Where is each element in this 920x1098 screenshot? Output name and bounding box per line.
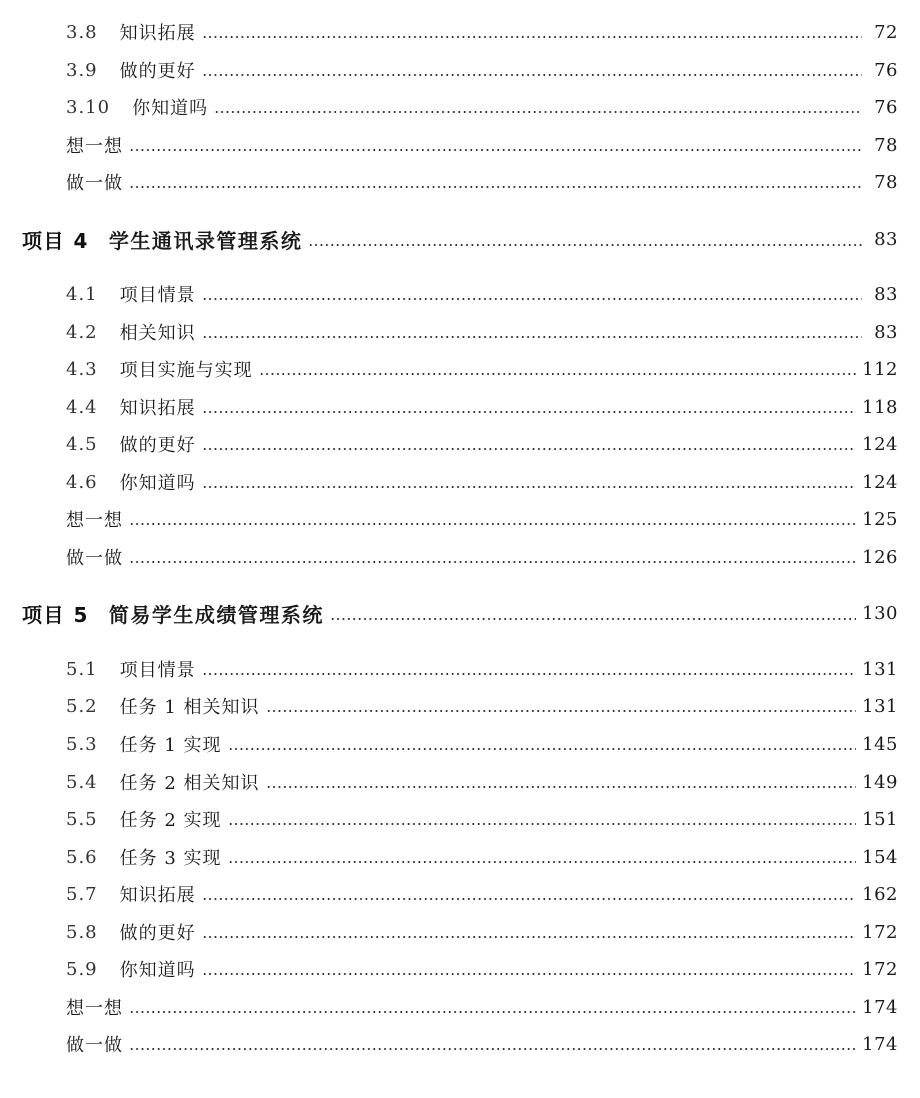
section-title: 你知道吗 bbox=[119, 473, 196, 494]
section-number: 5.2 bbox=[66, 695, 98, 717]
page-number: 172 bbox=[862, 921, 898, 943]
page-number: 118 bbox=[862, 396, 898, 418]
section-number: 5.8 bbox=[66, 921, 98, 943]
section-title: 项目实施与实现 bbox=[119, 360, 253, 381]
section-number: 4.6 bbox=[66, 471, 98, 493]
toc-entry-4-2[interactable] bbox=[66, 317, 898, 347]
dot-leader bbox=[129, 1011, 856, 1013]
section-number: 5.5 bbox=[66, 808, 98, 830]
toc-entry-5-1[interactable] bbox=[66, 654, 898, 684]
dot-leader bbox=[202, 36, 862, 38]
dot-leader bbox=[202, 448, 857, 450]
dot-leader bbox=[129, 186, 862, 188]
toc-entry-4-do[interactable] bbox=[66, 542, 898, 572]
toc-chapter-project-4[interactable] bbox=[22, 224, 898, 254]
page-number: 83 bbox=[874, 228, 898, 250]
dot-leader bbox=[202, 898, 857, 900]
page-number: 83 bbox=[874, 321, 898, 343]
toc-entry-4-6[interactable] bbox=[66, 467, 898, 497]
dot-leader bbox=[330, 618, 856, 620]
toc-chapter-project-5[interactable] bbox=[22, 598, 898, 628]
toc-entry-3-think[interactable] bbox=[66, 130, 898, 160]
dot-leader bbox=[228, 861, 857, 863]
dot-leader bbox=[129, 149, 862, 151]
dot-leader bbox=[259, 373, 857, 375]
dot-leader bbox=[202, 298, 862, 300]
section-title: 知识拓展 bbox=[119, 398, 196, 419]
dot-leader bbox=[308, 244, 862, 246]
page-number: 174 bbox=[862, 1033, 898, 1055]
section-number: 5.6 bbox=[66, 846, 98, 868]
chapter-title: 学生通讯录管理系统 bbox=[108, 228, 303, 253]
section-number: 5.7 bbox=[66, 883, 98, 905]
dot-leader bbox=[129, 561, 856, 563]
toc-entry-5-5[interactable] bbox=[66, 804, 898, 834]
toc-entry-5-2[interactable] bbox=[66, 691, 898, 721]
dot-leader bbox=[202, 973, 857, 975]
chapter-number: 项目 5 bbox=[22, 602, 89, 627]
section-title: 知识拓展 bbox=[119, 885, 196, 906]
section-title: 任务 2 相关知识 bbox=[119, 773, 260, 794]
toc-entry-5-7[interactable] bbox=[66, 879, 898, 909]
section-title: 想一想 bbox=[66, 136, 123, 157]
chapter-title: 简易学生成绩管理系统 bbox=[108, 602, 324, 627]
page-number: 131 bbox=[862, 695, 898, 717]
section-title: 项目情景 bbox=[119, 660, 196, 681]
page-number: 124 bbox=[862, 471, 898, 493]
section-title: 做一做 bbox=[66, 548, 123, 569]
page-number: 76 bbox=[874, 96, 898, 118]
page-number: 72 bbox=[874, 21, 898, 43]
section-title: 想一想 bbox=[66, 510, 123, 531]
page-number: 172 bbox=[862, 958, 898, 980]
toc-entry-3-8[interactable] bbox=[66, 17, 898, 47]
dot-leader bbox=[202, 411, 857, 413]
section-number: 4.2 bbox=[66, 321, 98, 343]
dot-leader bbox=[266, 786, 857, 788]
section-number: 5.3 bbox=[66, 733, 98, 755]
page-number: 112 bbox=[862, 358, 898, 380]
toc-entry-4-3[interactable] bbox=[66, 354, 898, 384]
page-number: 154 bbox=[862, 846, 898, 868]
section-number: 4.1 bbox=[66, 283, 98, 305]
section-number: 3.9 bbox=[66, 59, 98, 81]
section-number: 4.4 bbox=[66, 396, 98, 418]
page-number: 145 bbox=[862, 733, 898, 755]
page-number: 126 bbox=[862, 546, 898, 568]
section-title: 做的更好 bbox=[119, 435, 196, 456]
toc-entry-5-do[interactable] bbox=[66, 1029, 898, 1059]
section-title: 项目情景 bbox=[119, 285, 196, 306]
page-number: 131 bbox=[862, 658, 898, 680]
dot-leader bbox=[202, 336, 862, 338]
dot-leader bbox=[266, 710, 857, 712]
toc-entry-5-3[interactable] bbox=[66, 729, 898, 759]
toc-entry-5-6[interactable] bbox=[66, 842, 898, 872]
section-number: 4.3 bbox=[66, 358, 98, 380]
section-title: 任务 1 实现 bbox=[119, 735, 222, 756]
page-number: 149 bbox=[862, 771, 898, 793]
page-number: 174 bbox=[862, 996, 898, 1018]
page-number: 151 bbox=[862, 808, 898, 830]
section-number: 3.10 bbox=[66, 96, 111, 118]
toc-entry-4-4[interactable] bbox=[66, 392, 898, 422]
section-number: 3.8 bbox=[66, 21, 98, 43]
dot-leader bbox=[202, 74, 862, 76]
page-number: 162 bbox=[862, 883, 898, 905]
toc-entry-3-10[interactable] bbox=[66, 92, 898, 122]
dot-leader bbox=[214, 111, 862, 113]
dot-leader bbox=[129, 1048, 856, 1050]
section-number: 5.1 bbox=[66, 658, 98, 680]
page-number: 78 bbox=[874, 134, 898, 156]
section-number: 4.5 bbox=[66, 433, 98, 455]
section-title: 做的更好 bbox=[119, 923, 196, 944]
page-number: 130 bbox=[862, 602, 898, 624]
toc-entry-4-5[interactable] bbox=[66, 429, 898, 459]
section-title: 做的更好 bbox=[119, 61, 196, 82]
section-title: 任务 1 相关知识 bbox=[119, 697, 260, 718]
chapter-number: 项目 4 bbox=[22, 228, 89, 253]
page-number: 78 bbox=[874, 171, 898, 193]
dot-leader bbox=[228, 748, 857, 750]
section-title: 知识拓展 bbox=[119, 23, 196, 44]
page-number: 124 bbox=[862, 433, 898, 455]
section-title: 你知道吗 bbox=[132, 98, 209, 119]
section-title: 相关知识 bbox=[119, 323, 196, 344]
toc-entry-3-9[interactable] bbox=[66, 55, 898, 85]
toc-entry-3-do[interactable] bbox=[66, 167, 898, 197]
section-title: 想一想 bbox=[66, 998, 123, 1019]
dot-leader bbox=[228, 823, 857, 825]
section-number: 5.4 bbox=[66, 771, 98, 793]
toc-entry-5-4[interactable] bbox=[66, 767, 898, 797]
toc-entry-4-1[interactable] bbox=[66, 279, 898, 309]
toc-entry-5-think[interactable] bbox=[66, 992, 898, 1022]
toc-entry-5-8[interactable] bbox=[66, 917, 898, 947]
dot-leader bbox=[202, 936, 857, 938]
page-number: 83 bbox=[874, 283, 898, 305]
section-title: 做一做 bbox=[66, 1035, 123, 1056]
toc-entry-5-9[interactable] bbox=[66, 954, 898, 984]
section-title: 做一做 bbox=[66, 173, 123, 194]
page-number: 76 bbox=[874, 59, 898, 81]
dot-leader bbox=[202, 673, 857, 675]
section-title: 任务 2 实现 bbox=[119, 810, 222, 831]
section-number: 5.9 bbox=[66, 958, 98, 980]
dot-leader bbox=[129, 523, 856, 525]
section-title: 你知道吗 bbox=[119, 960, 196, 981]
toc-entry-4-think[interactable] bbox=[66, 504, 898, 534]
page-number: 125 bbox=[862, 508, 898, 530]
section-title: 任务 3 实现 bbox=[119, 848, 222, 869]
dot-leader bbox=[202, 486, 857, 488]
